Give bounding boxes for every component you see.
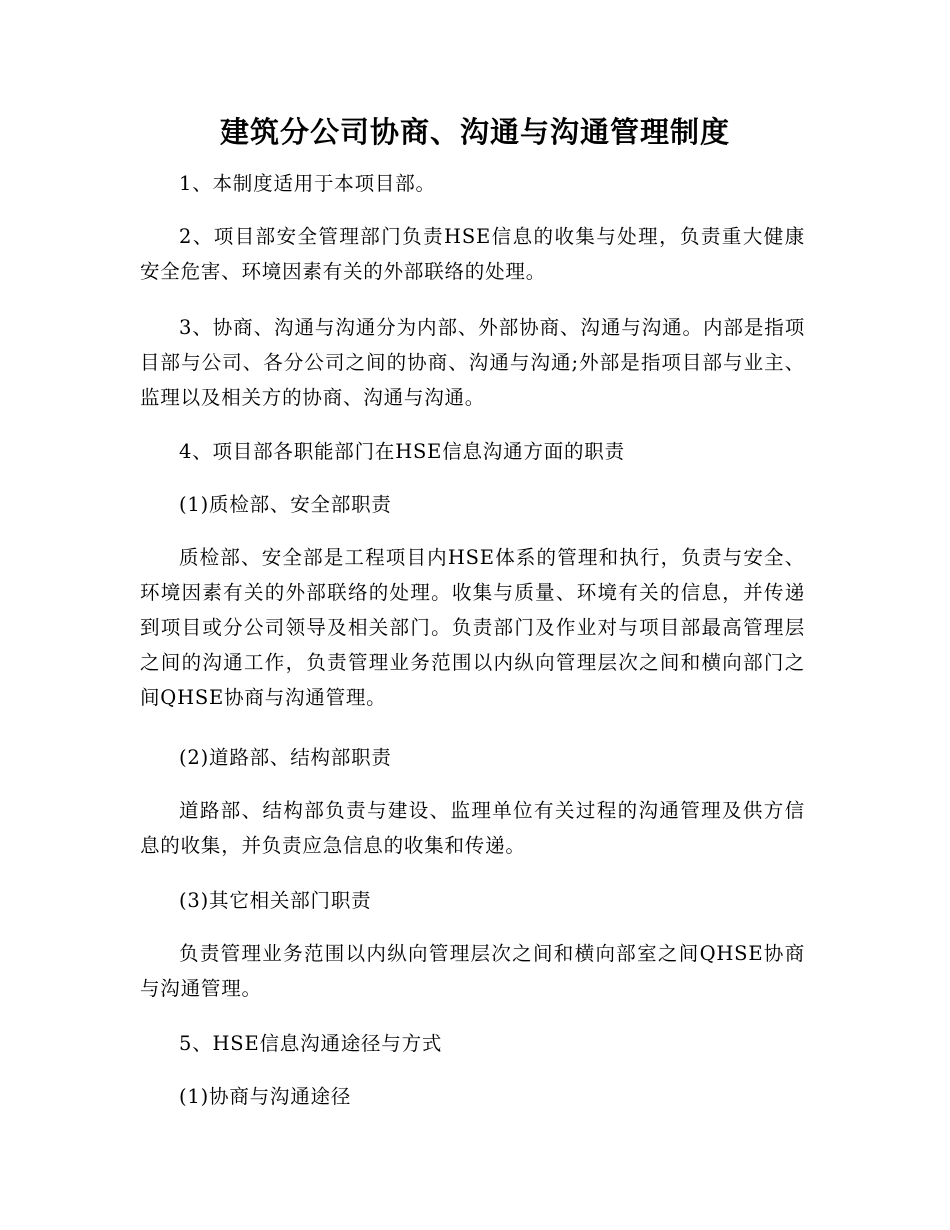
paragraph-road-structure-duties: 道路部、结构部负责与建设、监理单位有关过程的沟通管理及供方信息的收集，并负责应急信息的收集和传递。	[140, 799, 805, 857]
document-title: 建筑分公司协商、沟通与沟通管理制度	[219, 115, 730, 149]
paragraph-communication-methods-heading: 5、HSE信息沟通途径与方式	[179, 1032, 443, 1055]
paragraph-quality-safety-duties: 质检部、安全部是工程项目内HSE体系的管理和执行，负责与安全、环境因素有关的外部联络的处理。收集与质量、环境有关的信息，并传递到项目或分公司领导及相关部门。负责部门及作业对与项目部最高管理层之间的沟通工作，负责管理业务范围以内纵向管理层次之间和横向部门之间QHSE协商与沟通管理。	[140, 546, 805, 709]
paragraph-scope: 1、本制度适用于本项目部。	[179, 172, 436, 195]
paragraph-communication-types: 3、协商、沟通与沟通分为内部、外部协商、沟通与沟通。内部是指项目部与公司、各分公司之间的协商、沟通与沟通;外部是指项目部与业主、监理以及相关方的协商、沟通与沟通。	[140, 316, 805, 409]
paragraph-department-duties-heading: 4、项目部各职能部门在HSE信息沟通方面的职责	[179, 440, 625, 463]
paragraph-quality-safety-heading: (1)质检部、安全部职责	[179, 493, 392, 516]
paragraph-safety-department: 2、项目部安全管理部门负责HSE信息的收集与处理，负责重大健康安全危害、环境因素有关的外部联络的处理。	[140, 225, 805, 283]
paragraph-road-structure-heading: (2)道路部、结构部职责	[179, 746, 392, 769]
paragraph-other-departments-heading: (3)其它相关部门职责	[179, 889, 372, 912]
paragraph-communication-channels-heading: (1)协商与沟通途径	[179, 1085, 352, 1108]
paragraph-other-departments-duties: 负责管理业务范围以内纵向管理层次之间和横向部室之间QHSE协商与沟通管理。	[140, 942, 805, 1000]
